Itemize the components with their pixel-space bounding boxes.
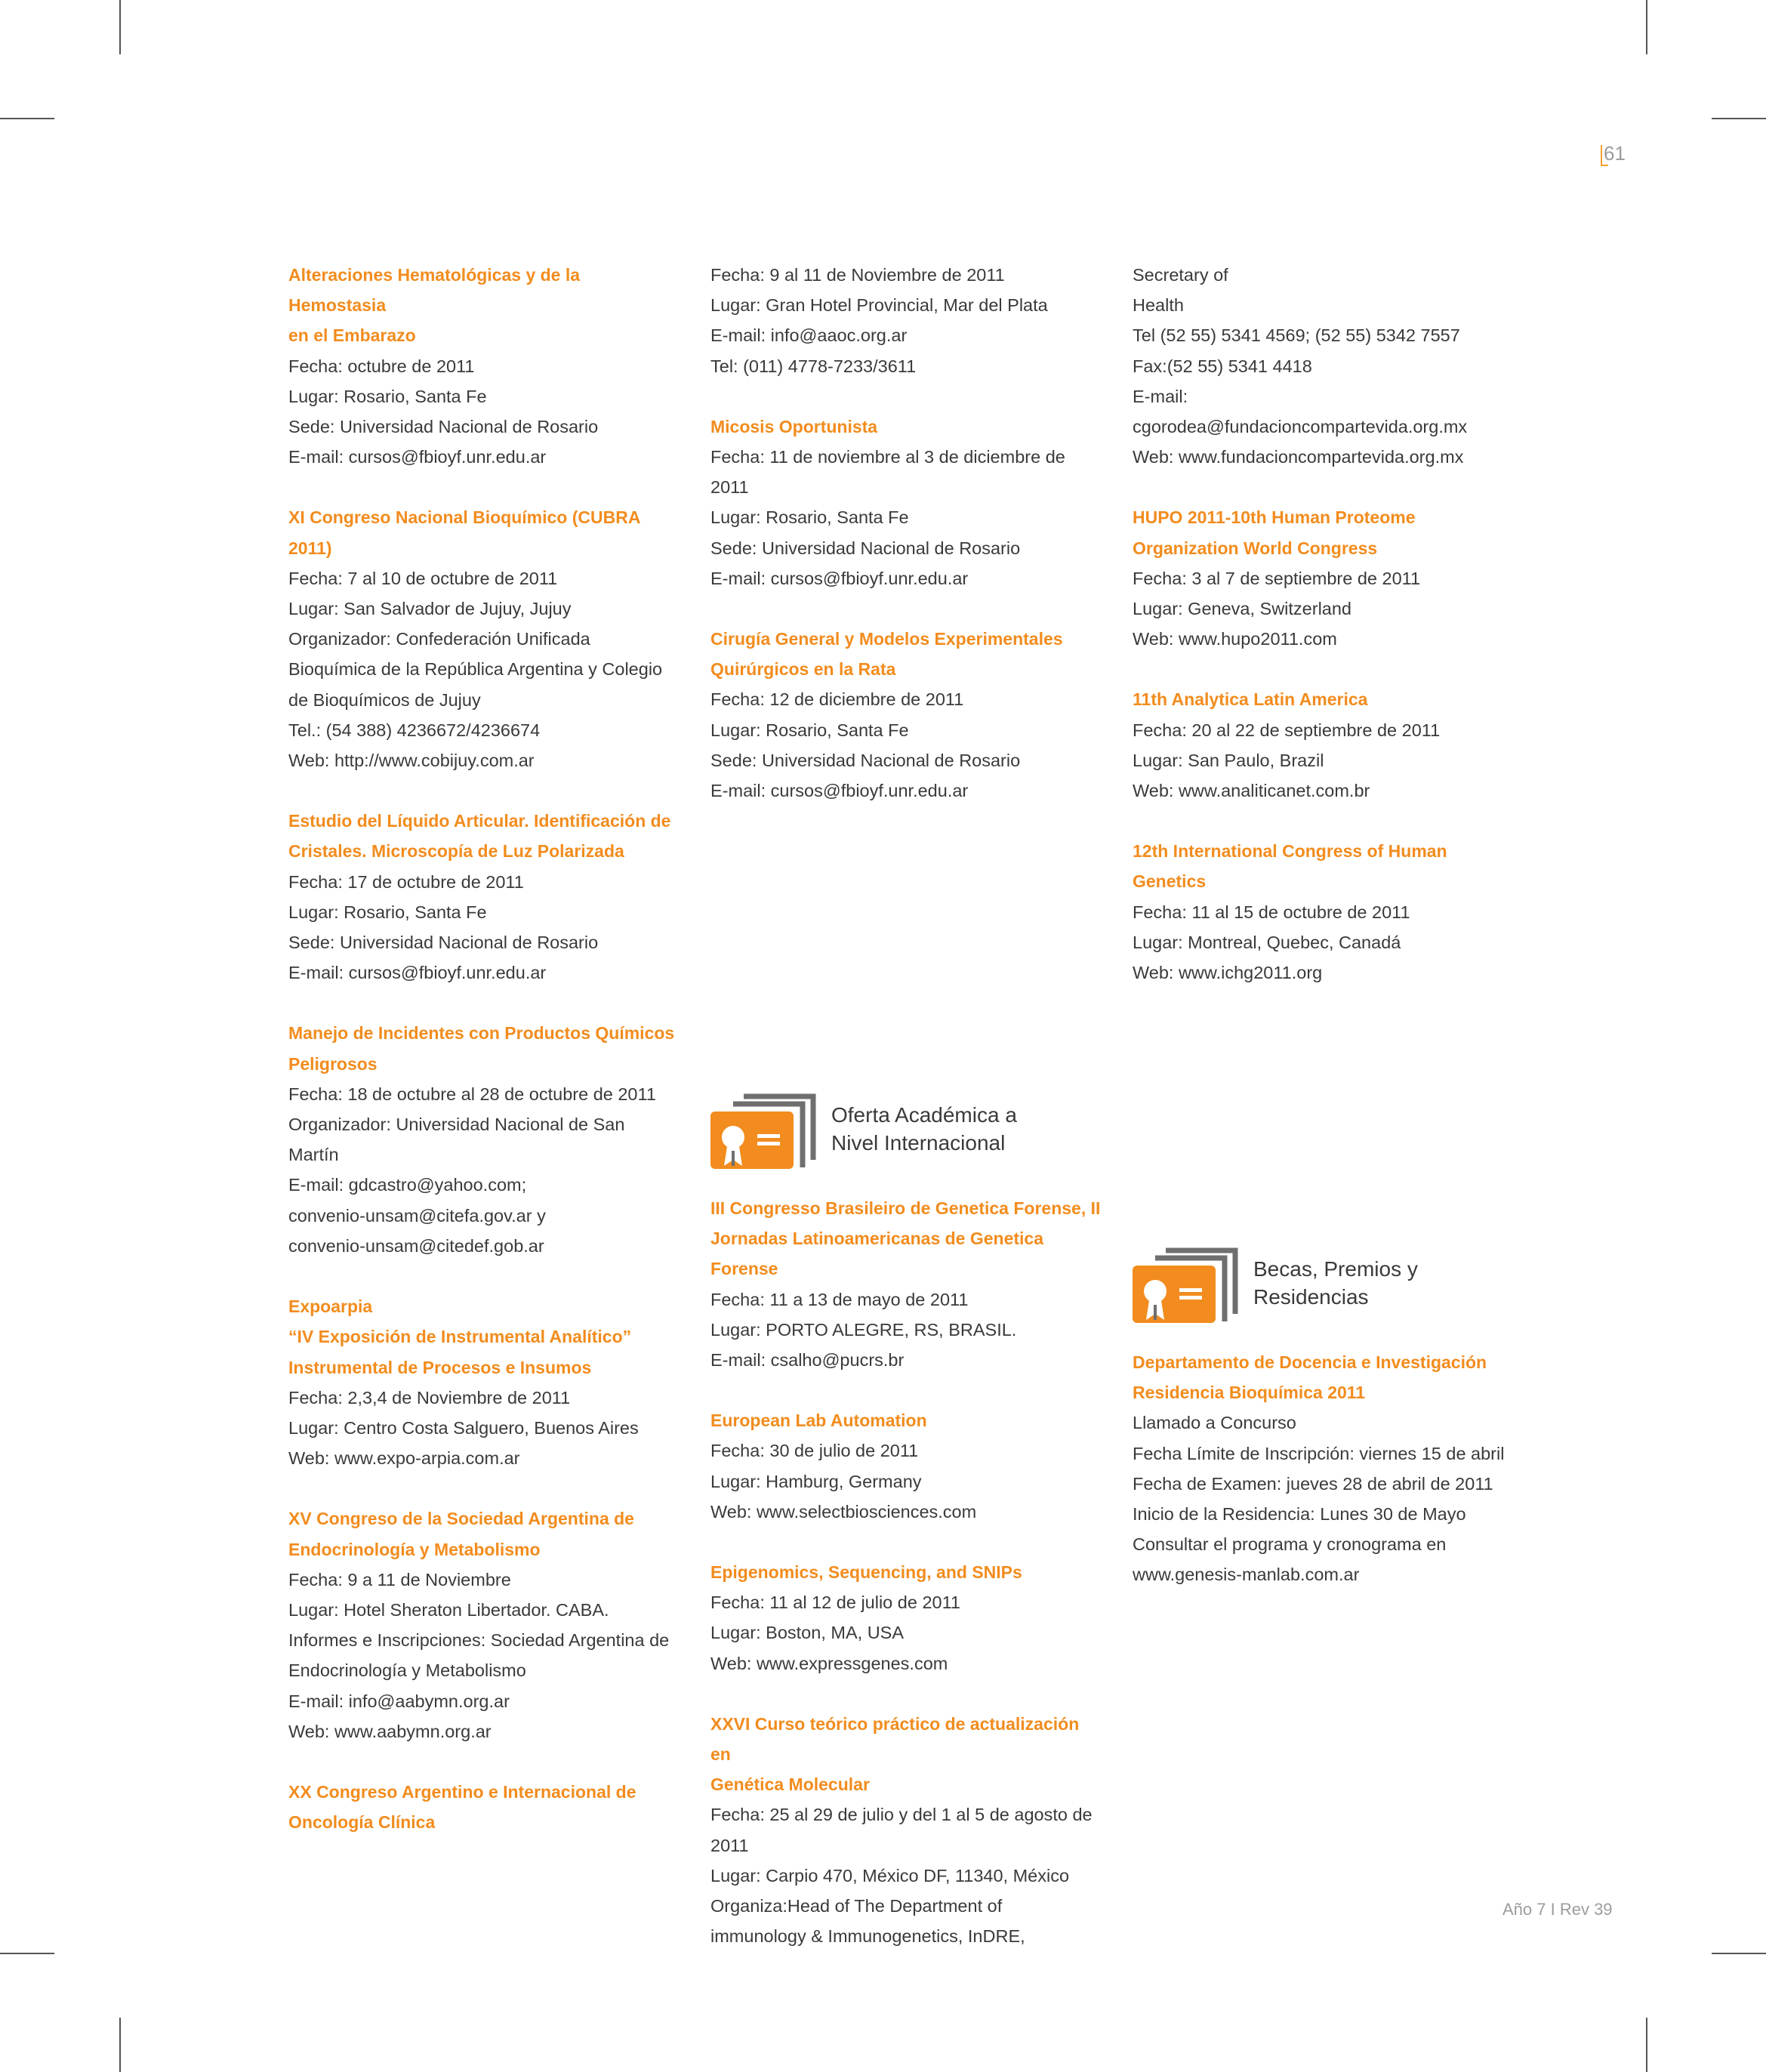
event-title: Organization World Congress xyxy=(1133,538,1378,558)
event-place: Lugar: San Paulo, Brazil xyxy=(1133,750,1324,770)
event-email: cgorodea@fundacioncompartevida.org.mx xyxy=(1133,417,1468,437)
event-date: Fecha: 7 al 10 de octubre de 2011 xyxy=(288,568,558,588)
event-detail: Organizador: Confederación Unificada xyxy=(288,629,590,649)
event-entry xyxy=(288,806,681,988)
event-place: Lugar: Centro Costa Salguero, Buenos Aires xyxy=(288,1417,639,1438)
section-header xyxy=(710,1087,1103,1178)
event-title: 2011) xyxy=(288,538,332,558)
certificate-stack-icon xyxy=(710,1087,816,1170)
event-title: Forense xyxy=(710,1259,778,1279)
event-entry xyxy=(710,624,1103,806)
event-title: Peligrosos xyxy=(288,1053,378,1074)
event-entry xyxy=(288,1777,681,1837)
event-date: Fecha: 11 a 13 de mayo de 2011 xyxy=(710,1289,969,1309)
event-place: Lugar: Hamburg, Germany xyxy=(710,1471,922,1491)
event-title: Alteraciones Hematológicas y de la Hemostasia xyxy=(288,265,581,316)
event-web: Web: www.selectbiosciences.com xyxy=(710,1501,977,1522)
event-entry xyxy=(710,260,1103,381)
event-email: E-mail: csalho@pucrs.br xyxy=(710,1350,905,1371)
column-1 xyxy=(288,260,681,1867)
event-web: Web: www.ichg2011.org xyxy=(1133,963,1323,983)
event-title: XXVI Curso teórico práctico de actualización en xyxy=(710,1713,1080,1765)
event-entry xyxy=(288,1291,681,1473)
event-title: Micosis Oportunista xyxy=(710,416,878,436)
page-number-text: 61 xyxy=(1604,142,1626,165)
event-place: Lugar: Rosario, Santa Fe xyxy=(710,507,909,528)
event-date: Fecha: 9 al 11 de Noviembre de 2011 xyxy=(710,265,1005,285)
event-entry xyxy=(710,1557,1103,1679)
event-place: Lugar: Carpio 470, México DF, 11340, México xyxy=(710,1865,1070,1885)
event-detail: Tel (52 55) 5341 4569; (52 55) 5342 7557 xyxy=(1133,325,1460,346)
crop-mark xyxy=(119,2018,121,2072)
event-detail: Sede: Universidad Nacional de Rosario xyxy=(288,417,599,437)
event-place: Lugar: Hotel Sheraton Libertador. CABA. xyxy=(288,1599,609,1620)
event-web: Web: www.fundacioncompartevida.org.mx xyxy=(1133,447,1464,467)
event-web: Web: www.analiticanet.com.br xyxy=(1133,781,1370,801)
event-date: Fecha: 20 al 22 de septiembre de 2011 xyxy=(1133,720,1441,740)
event-detail: Tel: (011) 4778-7233/3611 xyxy=(710,356,917,376)
event-title: Epigenomics, Sequencing, and SNIPs xyxy=(710,1562,1022,1583)
event-title: en el Embarazo xyxy=(288,325,416,346)
event-detail: de Bioquímicos de Jujuy xyxy=(288,689,481,710)
event-entry xyxy=(710,1709,1103,1952)
event-detail: Sede: Universidad Nacional de Rosario xyxy=(710,538,1021,558)
event-email: E-mail: info@aabymn.org.ar xyxy=(288,1691,510,1711)
event-date: Fecha: 3 al 7 de septiembre de 2011 xyxy=(1133,568,1421,588)
event-entry xyxy=(288,1018,681,1261)
event-place: Lugar: Rosario, Santa Fe xyxy=(288,386,487,406)
event-title: Residencia Bioquímica 2011 xyxy=(1133,1383,1366,1403)
event-title: Instrumental de Procesos e Insumos xyxy=(288,1357,592,1377)
event-title: HUPO 2011-10th Human Proteome xyxy=(1133,507,1416,528)
event-title: XX Congreso Argentino e Internacional de xyxy=(288,1781,636,1802)
event-detail: Organiza:Head of The Department of xyxy=(710,1896,1003,1916)
event-entry xyxy=(710,1193,1103,1375)
event-entry xyxy=(1133,260,1525,472)
event-title: Cristales. Microscopía de Luz Polarizada xyxy=(288,841,624,862)
event-web: Web: www.expressgenes.com xyxy=(710,1653,948,1673)
event-email: E-mail: gdcastro@yahoo.com; xyxy=(288,1175,527,1195)
event-web: Web: www.expo-arpia.com.ar xyxy=(288,1448,520,1469)
event-title: XV Congreso de la Sociedad Argentina de xyxy=(288,1509,634,1529)
event-detail: Health xyxy=(1133,295,1184,316)
event-email: E-mail: cursos@fbioyf.unr.edu.ar xyxy=(288,963,547,983)
section-heading-line: Becas, Premios y xyxy=(1253,1257,1418,1281)
event-web: www.genesis-manlab.com.ar xyxy=(1133,1565,1360,1585)
event-detail: Organizador: Universidad Nacional de San xyxy=(288,1115,625,1135)
section-heading-line: Residencias xyxy=(1253,1285,1369,1309)
event-detail: Consultar el programa y cronograma en xyxy=(1133,1534,1447,1555)
event-email: convenio-unsam@citedef.gob.ar xyxy=(288,1235,544,1256)
event-title: XI Congreso Nacional Bioquímico (CUBRA xyxy=(288,507,641,528)
event-entry xyxy=(1133,1347,1525,1590)
event-title: 12th International Congress of Human xyxy=(1133,841,1447,862)
column-2 xyxy=(710,260,1103,836)
event-detail: Sede: Universidad Nacional de Rosario xyxy=(710,750,1021,770)
section-header xyxy=(1133,1241,1525,1332)
certificate-stack-icon xyxy=(1133,1241,1238,1324)
event-detail: 2011 xyxy=(710,1835,749,1855)
section-heading-line: Nivel Internacional xyxy=(831,1131,1006,1155)
event-email: E-mail: info@aaoc.org.ar xyxy=(710,325,908,346)
event-place: Lugar: Boston, MA, USA xyxy=(710,1623,905,1643)
crop-mark xyxy=(1712,1953,1766,1954)
crop-mark xyxy=(119,0,121,54)
event-detail: Martín xyxy=(288,1145,339,1165)
crop-mark xyxy=(1646,0,1647,54)
event-place: Lugar: PORTO ALEGRE, RS, BRASIL. xyxy=(710,1319,1017,1340)
event-date: Fecha: octubre de 2011 xyxy=(288,356,475,376)
page-number-mark xyxy=(1601,145,1608,166)
column-3-section xyxy=(1133,1241,1525,1620)
event-email: convenio-unsam@citefa.gov.ar y xyxy=(288,1205,546,1226)
event-title: Departamento de Docencia e Investigación xyxy=(1133,1352,1487,1372)
event-title: Manejo de Incidentes con Productos Químicos xyxy=(288,1023,675,1044)
event-entry xyxy=(288,260,681,472)
event-title: Endocrinología y Metabolismo xyxy=(288,1539,541,1559)
event-date: Fecha: 30 de julio de 2011 xyxy=(710,1441,919,1461)
event-entry xyxy=(1133,502,1525,654)
event-date: Fecha: 17 de octubre de 2011 xyxy=(288,871,524,892)
crop-mark xyxy=(0,1953,54,1954)
event-detail: Informes e Inscripciones: Sociedad Argentina de xyxy=(288,1630,670,1651)
event-date: Fecha: 11 al 12 de julio de 2011 xyxy=(710,1593,960,1613)
page-number xyxy=(1604,142,1626,165)
event-detail: Sede: Universidad Nacional de Rosario xyxy=(288,933,599,953)
event-place: Lugar: Montreal, Quebec, Canadá xyxy=(1133,932,1401,952)
event-title: Cirugía General y Modelos Experimentales xyxy=(710,629,1063,649)
event-date: Fecha: 25 al 29 de julio y del 1 al 5 de agosto de xyxy=(710,1805,1093,1825)
event-date: Fecha Límite de Inscripción: viernes 15 de abril xyxy=(1133,1443,1505,1463)
footer-issue: Año 7 I Rev 39 xyxy=(1502,1900,1613,1919)
event-title: Estudio del Líquido Articular. Identificación de xyxy=(288,811,671,831)
event-detail: Inicio de la Residencia: Lunes 30 de Mayo xyxy=(1133,1504,1466,1525)
event-detail: Llamado a Concurso xyxy=(1133,1413,1296,1433)
event-title: Expoarpia xyxy=(288,1297,373,1317)
event-place: Lugar: Rosario, Santa Fe xyxy=(710,720,909,740)
event-title: Jornadas Latinoamericanas de Genetica xyxy=(710,1229,1044,1249)
event-entry xyxy=(710,1405,1103,1527)
event-place: Lugar: Gran Hotel Provincial, Mar del Plata xyxy=(710,295,1048,316)
event-web: Web: http://www.cobijuy.com.ar xyxy=(288,751,535,771)
event-detail: 2011 xyxy=(710,477,749,498)
event-date: Fecha: 9 a 11 de Noviembre xyxy=(288,1569,511,1589)
event-date: Fecha: 2,3,4 de Noviembre de 2011 xyxy=(288,1387,571,1408)
event-entry xyxy=(710,412,1103,594)
event-detail: Endocrinología y Metabolismo xyxy=(288,1660,526,1681)
event-place: Lugar: Geneva, Switzerland xyxy=(1133,599,1351,619)
event-title: Genetics xyxy=(1133,871,1207,892)
event-entry xyxy=(288,1503,681,1747)
section-heading xyxy=(831,1101,1073,1157)
event-title: III Congresso Brasileiro de Genetica Forense, II xyxy=(710,1198,1101,1218)
event-title: European Lab Automation xyxy=(710,1411,927,1431)
event-date: Fecha: 11 de noviembre al 3 de diciembre de xyxy=(710,447,1065,467)
event-date: Fecha: 11 al 15 de octubre de 2011 xyxy=(1133,902,1410,922)
section-heading-line: Oferta Académica a xyxy=(831,1103,1017,1127)
event-title: Genética Molecular xyxy=(710,1774,870,1795)
crop-mark xyxy=(1712,118,1766,119)
event-date: Fecha: 12 de diciembre de 2011 xyxy=(710,689,964,710)
event-entry xyxy=(288,502,681,775)
event-entry xyxy=(1133,836,1525,988)
event-web: Web: www.aabymn.org.ar xyxy=(288,1721,492,1741)
event-date: Fecha de Examen: jueves 28 de abril de 2011 xyxy=(1133,1473,1493,1494)
crop-mark xyxy=(1646,2018,1647,2072)
event-title: Oncología Clínica xyxy=(288,1812,436,1833)
crop-mark xyxy=(0,118,54,119)
event-title: “IV Exposición de Instrumental Analítico” xyxy=(288,1327,632,1347)
event-entry xyxy=(1133,684,1525,806)
event-detail: Tel.: (54 388) 4236672/4236674 xyxy=(288,720,541,740)
event-place: Lugar: San Salvador de Jujuy, Jujuy xyxy=(288,599,572,619)
event-date: Fecha: 18 de octubre al 28 de octubre de 2011 xyxy=(288,1084,656,1104)
event-email: E-mail: cursos@fbioyf.unr.edu.ar xyxy=(710,568,969,588)
column-2-section xyxy=(710,1087,1103,1981)
section-heading xyxy=(1253,1255,1495,1311)
event-web: Web: www.hupo2011.com xyxy=(1133,629,1337,649)
event-place: Lugar: Rosario, Santa Fe xyxy=(288,902,487,922)
event-detail: immunology & Immunogenetics, InDRE, xyxy=(710,1926,1025,1947)
event-detail: Bioquímica de la República Argentina y Colegio xyxy=(288,659,663,680)
column-3 xyxy=(1133,260,1525,1018)
event-email: E-mail: cursos@fbioyf.unr.edu.ar xyxy=(288,447,547,467)
event-detail: Fax:(52 55) 5341 4418 xyxy=(1133,356,1312,376)
event-email: E-mail: cursos@fbioyf.unr.edu.ar xyxy=(710,781,969,801)
event-detail: Secretary of xyxy=(1133,265,1228,285)
event-title: Quirúrgicos en la Rata xyxy=(710,659,896,680)
event-email: E-mail: xyxy=(1133,386,1188,406)
event-title: 11th Analytica Latin America xyxy=(1133,689,1368,710)
